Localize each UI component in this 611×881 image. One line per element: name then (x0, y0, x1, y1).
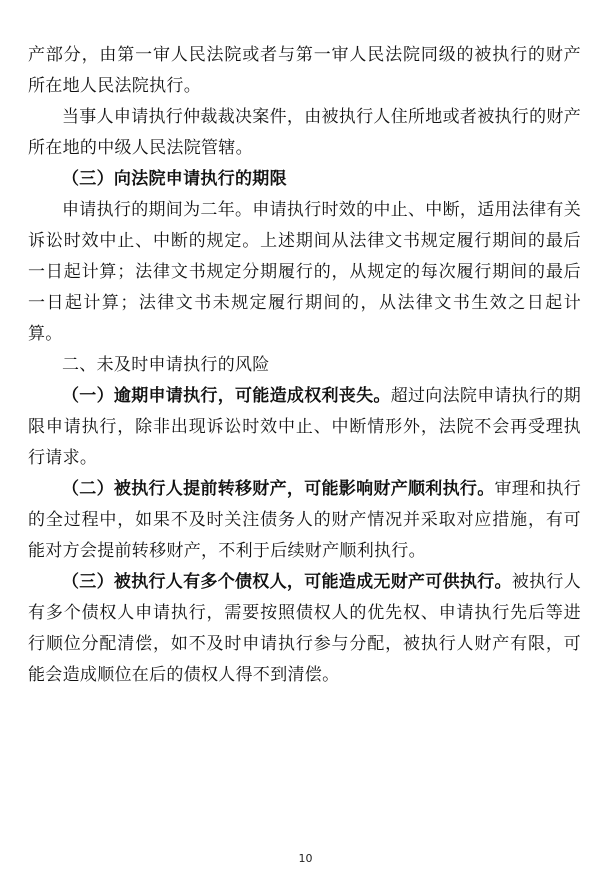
heading-text: 二、未及时申请执行的风险 (62, 355, 270, 375)
chapter-heading-risks (28, 350, 581, 381)
paragraph-continuation (28, 40, 581, 102)
paragraph-time-limit (28, 195, 581, 350)
paragraph-lead: （二）被执行人提前转移财产，可能影响财产顺利执行。 (62, 479, 495, 499)
paragraph-text: 审理和执行的全过程中，如果不及时关注债务人的财产情况并采取对应措施，有可能对方会提前转移财产，不利于后续财产顺利执行。 (28, 479, 581, 561)
paragraph-text: 当事人申请执行仲裁裁决案件，由被执行人住所地或者被执行的财产所在地的中级人民法院管辖。 (28, 107, 581, 158)
paragraph-arbitration (28, 102, 581, 164)
paragraph-lead: （一）逾期申请执行，可能造成权利丧失。 (62, 386, 391, 406)
body-text (28, 40, 581, 691)
page-number: 10 (298, 852, 313, 865)
paragraph-text: 超过向法院申请执行的期限申请执行，除非出现诉讼时效中止、中断情形外，法院不会再受理执行请求。 (28, 386, 582, 468)
paragraph-risk-3 (28, 567, 581, 691)
paragraph-text: 申请执行的期间为二年。申请执行时效的中止、中断，适用法律有关诉讼时效中止、中断的规定。上述期间从法律文书规定履行期间的最后一日起计算；法律文书规定分期履行的，从规定的每次履行期间的最后一日起计算；法律文书未规定履行期间的，从法律文书生效之日起计算。 (28, 200, 581, 344)
paragraph-text: 产部分，由第一审人民法院或者与第一审人民法院同级的被执行的财产所在地人民法院执行。 (28, 45, 581, 96)
paragraph-text: 被执行人有多个债权人申请执行，需要按照债权人的优先权、申请执行先后等进行顺位分配清偿，如不及时申请执行参与分配，被执行人财产有限，可能会造成顺位在后的债权人得不到清偿。 (28, 572, 582, 685)
paragraph-risk-1 (28, 381, 581, 474)
paragraph-lead: （三）被执行人有多个债权人，可能造成无财产可供执行。 (62, 572, 512, 592)
section-heading-time-limit (28, 164, 581, 195)
heading-text: （三）向法院申请执行的期限 (62, 169, 287, 189)
paragraph-risk-2 (28, 474, 581, 567)
